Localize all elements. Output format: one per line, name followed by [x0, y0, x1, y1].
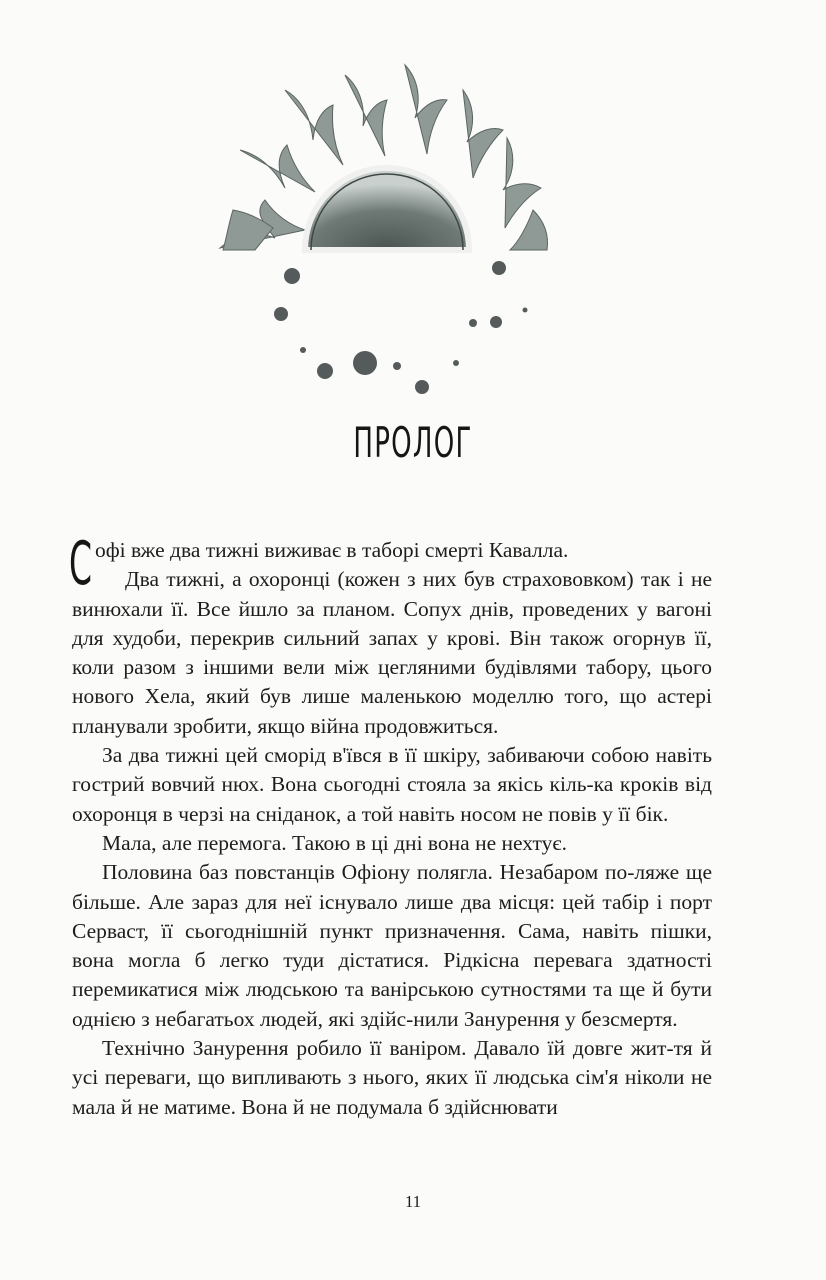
paragraph: Мала, але перемога. Такою в ці дні вона не нехтує.: [102, 830, 567, 855]
chapter-title: ПРОЛОГ: [353, 418, 473, 467]
page-number: 11: [404, 1192, 422, 1211]
chapter-body: [69, 529, 712, 1122]
drop-cap: С: [69, 529, 93, 599]
paragraph: Два тижні, а охоронці (кожен з них був страхововком) так і не винюхали її. Все йшло за планом. Сопух днів, проведених у вагоні для худоби, перекрив сильний запах у крові. Він також огорнув її, коли разом з іншими вели між цегляними будівлями табору, цього нового Хела, який був лише маленькою моделлю того, що астері планували зробити, якщо війна продовжиться.: [72, 567, 712, 738]
paragraph: Половина баз повстанців Офіону полягла. Незабаром по-ляже ще більше. Але зараз для неї існувало лише два місця: цей табір і порт Серваст, її сьогоднішній пункт призначення. Сама, навіть пішки, вона могла б легко туди дістатися. Рідкісна перевага здатності перемикатися між людською та ванірською сутностями та ще й бути однією з небагатьох людей, які здійс-нили Занурення у безсмертя.: [72, 860, 712, 1031]
paragraph: [69, 529, 712, 599]
sun-ornament-icon: [215, 60, 560, 405]
paragraph-text: офі вже два тижні виживає в таборі смерті Кавалла.: [95, 538, 569, 562]
paragraph: За два тижні цей сморід в'ївся в її шкіру, забиваючи собою навіть гострий вовчий нюх. Вона сьогодні стояла за якісь кіль-ка кроків від охоронця в черзі на сніданок, а той навіть носом не повів у її бік.: [72, 743, 712, 826]
paragraph: Технічно Занурення робило її ваніром. Давало їй довге жит-тя й усі переваги, що випливають з нього, яких її людська сім'я ніколи не мала й не матиме. Вона й не подумала б здійснювати: [72, 1036, 712, 1119]
